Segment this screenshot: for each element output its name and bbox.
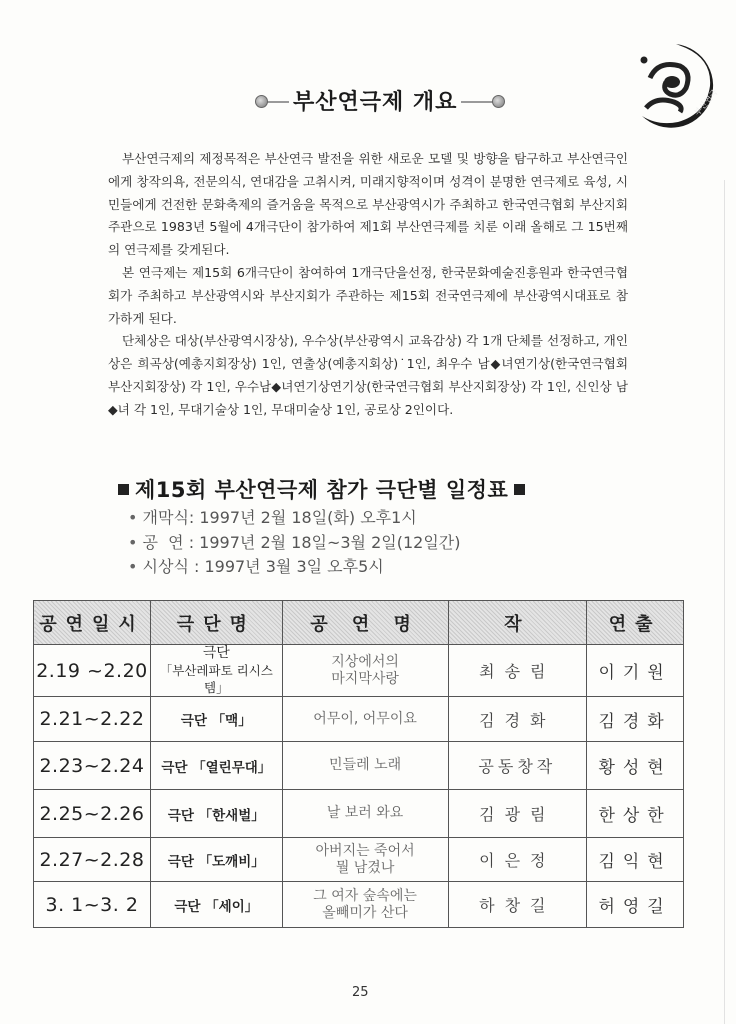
festival-emblem-icon — [628, 38, 724, 134]
troupe-prefix: 극단 — [202, 645, 230, 661]
table-row — [34, 742, 684, 790]
cell-troupe: 극단 「도깨비」 — [150, 838, 282, 882]
info-awards: • 시상식 : 1997년 3월 3일 오후5시 — [128, 555, 461, 580]
cell-troupe — [150, 645, 282, 697]
play-line: 올빼미가 산다 — [322, 904, 408, 921]
cell-troupe: 극단 「열린무대」 — [150, 742, 282, 790]
page-edge — [724, 180, 725, 1024]
play-line: 그 여자 숲속에는 — [313, 887, 417, 904]
cell-play — [282, 882, 448, 928]
intro-section — [108, 148, 628, 422]
cell-troupe: 극단 「한새벌」 — [150, 790, 282, 838]
col-header-troupe: 극단명 — [150, 601, 282, 645]
cell-date: 3. 1~3. 2 — [34, 882, 151, 928]
cell-play — [282, 838, 448, 882]
schedule-info-list — [128, 506, 461, 580]
cell-director: 이기원 — [587, 645, 684, 697]
cell-author: 김광림 — [448, 790, 587, 838]
info-opening: • 개막식: 1997년 2월 18일(화) 오후1시 — [128, 506, 461, 531]
cell-author: 김경화 — [448, 697, 587, 742]
schedule-table — [33, 600, 684, 928]
intro-paragraph: 단체상은 대상(부산광역시장상), 우수상(부산광역시 교육감상) 각 1개 단체를 선정하고, 개인상은 희곡상(예총지회장상) 1인, 연출상(예총지회상)˙1인, 최우수 남◆녀연기상(한국연극협회 부산지회장상) 각 1인, 우수남◆녀연기상연기상(한국연극협회 부산지회장상) 각 1인, 신인상 남◆녀 각 1인, 무대기술상 1인, 무대미술상 1인, 공로상 2인이다. — [108, 333, 628, 417]
play-line: 뭘 남겼나 — [335, 859, 395, 876]
table-row — [34, 882, 684, 928]
bullet-dot-icon — [255, 95, 268, 108]
troupe-name: 「부산레파토 리시스템」 — [159, 663, 273, 695]
intro-paragraph: 부산연극제의 제정목적은 부산연극 발전을 위한 새로운 모델 및 방향을 탐구하고 부산연극인에게 창작의욕, 전문의식, 연대감을 고취시켜, 미래지향적이며 성격이 분명한 연극제로 육성, 시민들에게 건전한 문화축제의 즐거움을 목적으로 부산광역시가 주최하고 한국연극협회 부산지회 주관으로 1983년 5월에 4개극단이 참가하여 제1회 부산연극제를 치룬 이래 올해로 그 15번째의 연극제를 갖게된다. — [108, 151, 628, 258]
cell-date: 2.25~2.26 — [34, 790, 151, 838]
cell-date: 2.21~2.22 — [34, 697, 151, 742]
cell-date: 2.19 ~2.20 — [34, 645, 151, 697]
table-row — [34, 838, 684, 882]
col-header-play: 공 연 명 — [282, 601, 448, 645]
cell-director: 허영길 — [587, 882, 684, 928]
cell-author: 최송림 — [448, 645, 587, 697]
col-header-director: 연출 — [587, 601, 684, 645]
square-bullet-icon — [514, 484, 525, 495]
schedule-heading-text: 제15회 부산연극제 참가 극단별 일정표 — [135, 478, 509, 502]
cell-troupe: 극단 「세이」 — [150, 882, 282, 928]
col-header-date: 공연일시 — [34, 601, 151, 645]
page-number: 25 — [352, 985, 369, 1000]
table-row — [34, 790, 684, 838]
page-title-banner — [255, 84, 505, 118]
table-row — [34, 697, 684, 742]
cell-author: 공동창작 — [448, 742, 587, 790]
cell-play: 날 보러 와요 — [282, 790, 448, 838]
cell-play — [282, 645, 448, 697]
cell-author: 하창길 — [448, 882, 587, 928]
cell-director: 김경화 — [587, 697, 684, 742]
schedule-heading — [112, 474, 531, 504]
play-line: 지상에서의 — [331, 653, 399, 670]
page-title: 부산연극제 개요 — [289, 85, 461, 116]
cell-troupe: 극단 「맥」 — [150, 697, 282, 742]
col-header-author: 작 — [448, 601, 587, 645]
intro-paragraph: 본 연극제는 제15회 6개극단이 참여하여 1개극단을선정, 한국문화예술진흥원과 한국연극협회가 주최하고 부산광역시와 부산지회가 주관하는 제15회 전국연극제에 부산광역시대표로 참가하게 된다. — [108, 264, 628, 326]
cell-director: 김익현 — [587, 838, 684, 882]
svg-text:부산연극: 부산연극 — [692, 87, 720, 118]
cell-director: 한상한 — [587, 790, 684, 838]
play-line: 마지막사랑 — [331, 670, 399, 687]
cell-play: 민들레 노래 — [282, 742, 448, 790]
cell-play: 어무이, 어무이요 — [282, 697, 448, 742]
cell-director: 황성현 — [587, 742, 684, 790]
cell-author: 이은정 — [448, 838, 587, 882]
cell-date: 2.23~2.24 — [34, 742, 151, 790]
play-line: 아버지는 죽어서 — [315, 842, 415, 859]
square-bullet-icon — [118, 484, 129, 495]
cell-date: 2.27~2.28 — [34, 838, 151, 882]
info-performance: • 공 연 : 1997년 2월 18일~3월 2일(12일간) — [128, 531, 461, 556]
table-header-row — [34, 601, 684, 645]
table-row — [34, 645, 684, 697]
bullet-dot-icon — [492, 95, 505, 108]
